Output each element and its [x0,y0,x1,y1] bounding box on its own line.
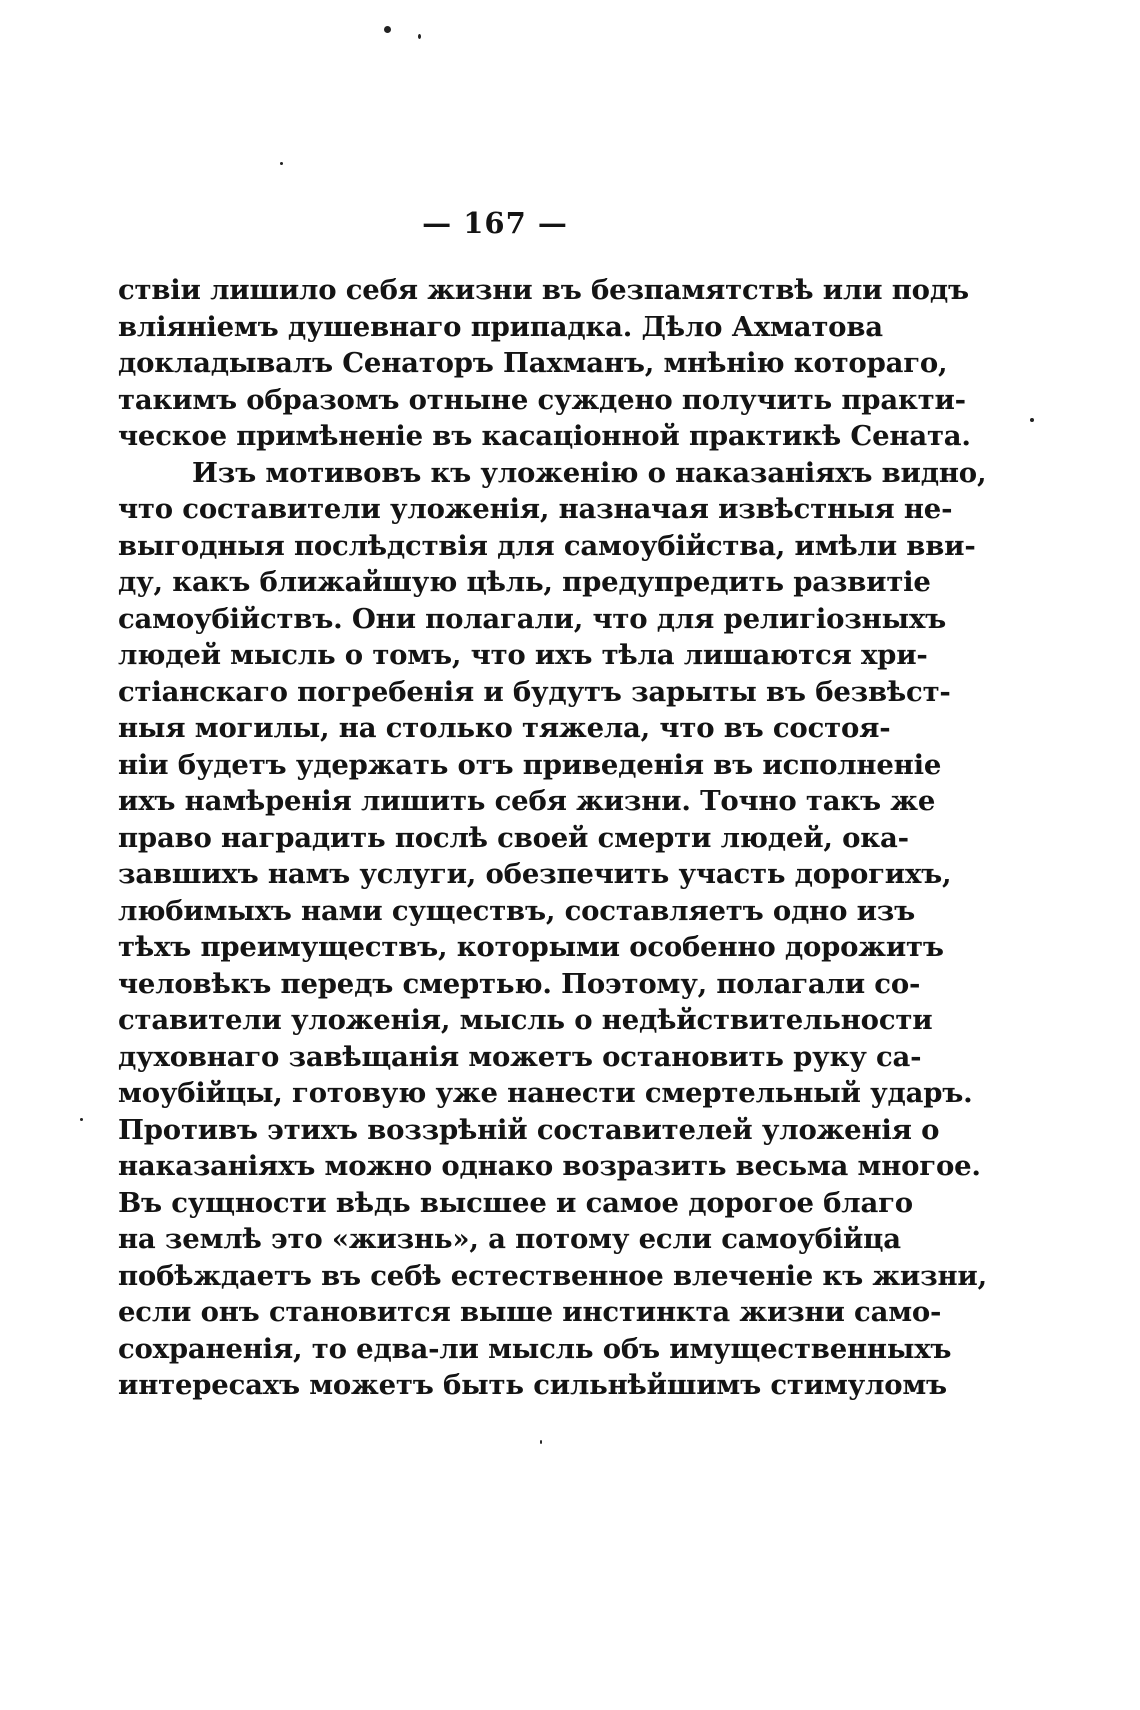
text-line: Противъ этихъ воззрѣній составителей уложенія о [118,1113,940,1146]
text-line: что составители уложенія, назначая извѣстныя не- [118,493,953,525]
text-line: наказаніяхъ можно однако возразить весьма многое. [118,1150,981,1182]
text-line: духовнаго завѣщанія можетъ остановить руку са- [118,1040,922,1073]
text-line: завшихъ намъ услуги, обезпечить участь дорогихъ, [118,858,952,890]
text-line: выгодныя послѣдствія для самоубійства, имѣли вви- [118,529,976,562]
text-line: ихъ намѣренія лишить себя жизни. Точно такъ же [118,785,936,817]
scan-speck [540,1440,542,1444]
scan-speck [280,162,283,165]
text-line: Изъ мотивовъ къ уложенію о наказаніяхъ видно, [192,456,987,489]
text-line: моубійцы, готовую уже нанести смертельный ударъ. [118,1077,973,1109]
text-line: на землѣ это «жизнь», а потому если самоубійца [118,1223,901,1255]
text-line: такимъ образомъ отныне суждено получить практи- [118,383,966,416]
text-line: ныя могилы, на столько тяжела, что въ состоя- [118,712,891,744]
text-line: ніи будетъ удержать отъ приведенія въ исполненіе [118,748,942,781]
scan-speck [384,26,391,33]
text-line: ду, какъ ближайшую цѣль, предупредить развитіе [118,566,931,598]
text-line: сохраненія, то едва-ли мысль объ имущественныхъ [118,1332,952,1365]
text-line: ставители уложенія, мысль о недѣйствительности [118,1004,933,1036]
text-line: любимыхъ нами существъ, составляетъ одно изъ [118,894,916,927]
text-line: если онъ становится выше инстинкта жизни само- [118,1296,942,1328]
text-line: ствіи лишило себя жизни въ безпамятствѣ или подъ [118,274,969,306]
text-line: стіанскаго погребенія и будутъ зарыты въ безвѣст- [118,675,951,708]
text-line: докладывалъ Сенаторъ Пахманъ, мнѣнію котораго, [118,347,948,379]
text-line: ческое примѣненіе въ касаціонной практикѣ Сената. [118,420,971,452]
text-line: самоубійствъ. Они полагали, что для религіозныхъ [118,602,947,635]
scan-speck [1030,418,1034,422]
text-line: интересахъ можетъ быть сильнѣйшимъ стимуломъ [118,1369,947,1401]
scan-speck [418,34,421,39]
text-line: вліяніемъ душевнаго припадка. Дѣло Ахматова [118,310,883,343]
text-line: человѣкъ передъ смертью. Поэтому, полагали со- [118,967,921,1000]
text-line: тѣхъ преимуществъ, которыми особенно дорожитъ [118,931,944,963]
text-line: людей мысль о томъ, что ихъ тѣла лишаются хри- [118,639,928,671]
text-line: Въ сущности вѣдь высшее и самое дорогое благо [118,1186,913,1219]
text-line: побѣждаетъ въ себѣ естественное влеченіе къ жизни, [118,1259,987,1292]
text-line: право наградить послѣ своей смерти людей, ока- [118,821,909,854]
page-number: — 167 — [422,206,568,240]
body-text [118,272,987,1404]
scan-speck [80,1118,83,1121]
